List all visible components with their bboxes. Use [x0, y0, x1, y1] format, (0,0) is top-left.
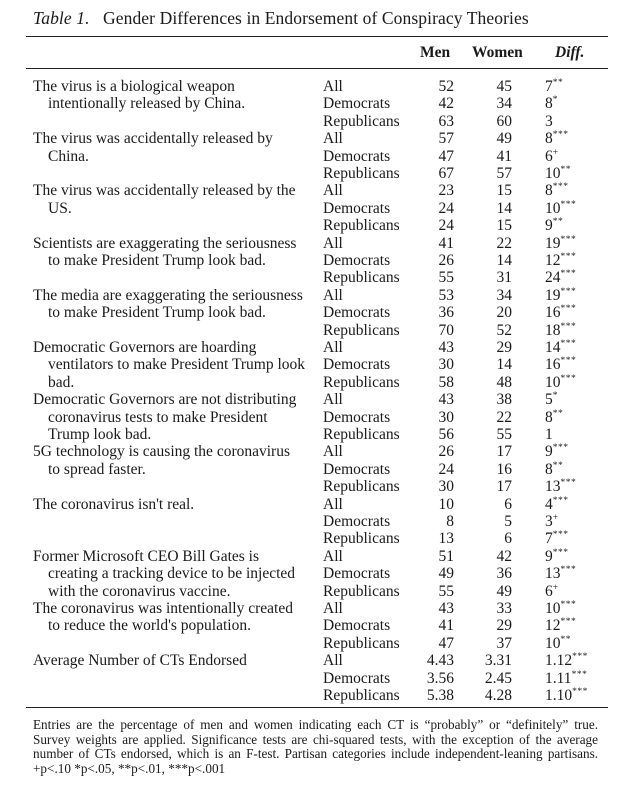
group-cell: Democrats [323, 669, 391, 687]
men-cell: 41 [438, 234, 454, 252]
group-cell: Republicans [323, 426, 400, 443]
col-header-men: Men [420, 44, 451, 61]
statement-line: coronavirus tests to make President [48, 408, 268, 426]
statement-line: 5G technology is causing the coronavirus [33, 443, 290, 461]
diff-cell [545, 165, 571, 182]
diff-cell [545, 130, 569, 147]
diff-value: 19 [545, 234, 561, 252]
significance-marker: *** [560, 199, 577, 210]
men-cell: 58 [438, 373, 454, 391]
women-cell: 6 [504, 530, 512, 548]
statement-line: ventilators to make President Trump look [48, 356, 306, 374]
significance-marker: *** [560, 269, 577, 280]
diff-value: 9 [545, 217, 553, 235]
group-cell: Democrats [323, 565, 391, 583]
table-row [0, 513, 619, 530]
men-cell: 30 [438, 356, 454, 374]
group-cell: All [323, 234, 343, 252]
diff-cell [545, 565, 576, 582]
diff-value: 6 [545, 582, 553, 600]
group-cell: Democrats [323, 356, 391, 374]
diff-value: 8 [545, 95, 553, 113]
men-cell: 56 [438, 426, 454, 443]
significance-marker: *** [560, 373, 577, 384]
diff-cell [545, 252, 576, 269]
group-cell: Republicans [323, 321, 400, 339]
group-cell: Democrats [323, 95, 391, 113]
men-cell: 30 [438, 408, 454, 426]
diff-cell [545, 287, 576, 304]
men-cell: 41 [438, 617, 454, 635]
significance-marker: * [552, 391, 558, 402]
significance-marker: + [552, 582, 559, 593]
table-row [0, 304, 619, 321]
statement-line: intentionally released by China. [48, 95, 246, 113]
men-cell: 10 [438, 495, 454, 513]
group-cell: All [323, 443, 343, 461]
group-cell: All [323, 652, 343, 670]
significance-marker: ** [552, 217, 564, 228]
diff-cell [545, 548, 569, 565]
women-cell: 16 [496, 460, 512, 478]
statement-line: to make President Trump look bad. [48, 252, 266, 269]
group-cell: Democrats [323, 617, 391, 635]
men-cell: 43 [438, 391, 454, 409]
diff-value: 12 [545, 252, 561, 269]
diff-value: 5 [545, 391, 553, 409]
table-row [0, 269, 619, 286]
men-cell: 52 [438, 78, 454, 95]
table-caption: Gender Differences in Endorsement of Conspiracy Theories [103, 8, 529, 28]
table-row [0, 670, 619, 687]
statement-line: to make President Trump look bad. [48, 304, 266, 322]
men-cell: 8 [446, 513, 454, 530]
table-row [0, 565, 619, 582]
women-cell: 49 [496, 130, 512, 148]
significance-marker: + [552, 512, 559, 523]
statement-line: Democratic Governors are hoarding [33, 339, 257, 356]
table-row [0, 113, 619, 130]
statement-line: to reduce the world's population. [48, 617, 251, 635]
men-cell: 43 [438, 339, 454, 356]
diff-cell [545, 304, 576, 321]
women-cell: 52 [496, 321, 512, 339]
diff-cell [545, 513, 559, 530]
diff-cell [545, 687, 588, 704]
table-row [0, 356, 619, 373]
women-cell: 41 [496, 147, 512, 165]
group-cell: All [323, 600, 343, 617]
diff-cell [545, 322, 576, 339]
table-row [0, 130, 619, 147]
women-cell: 49 [496, 582, 512, 600]
diff-value: 8 [545, 182, 553, 200]
diff-cell [545, 78, 563, 95]
men-cell: 24 [438, 199, 454, 217]
significance-marker: * [552, 95, 558, 106]
women-cell: 17 [496, 478, 512, 496]
table-row [0, 443, 619, 460]
statement-line: The coronavirus was intentionally created [33, 600, 293, 617]
group-cell: Democrats [323, 408, 391, 426]
significance-marker: ** [552, 408, 564, 419]
col-header-diff: Diff. [555, 44, 585, 61]
women-cell: 38 [496, 391, 512, 409]
significance-marker: *** [552, 182, 569, 193]
statement-line: The coronavirus isn't real. [33, 495, 195, 513]
table-row [0, 95, 619, 112]
table-row [0, 617, 619, 634]
diff-value: 8 [545, 460, 553, 478]
table-row [0, 339, 619, 356]
diff-cell [545, 391, 558, 408]
diff-value: 9 [545, 547, 553, 565]
diff-value: 4 [545, 495, 553, 513]
table-row [0, 322, 619, 339]
statement-line: Former Microsoft CEO Bill Gates is [33, 547, 260, 565]
men-cell: 5.38 [426, 687, 454, 704]
significance-marker: *** [560, 338, 577, 349]
diff-value: 1 [545, 426, 553, 443]
statement-line: The virus was accidentally released by [33, 130, 273, 148]
men-cell: 26 [438, 252, 454, 269]
significance-marker: *** [560, 286, 577, 297]
diff-value: 8 [545, 408, 553, 426]
men-cell: 57 [438, 130, 454, 148]
diff-cell [545, 600, 576, 617]
diff-value: 1.11 [545, 669, 572, 687]
significance-marker: *** [560, 565, 577, 576]
statement-line: China. [48, 147, 89, 165]
diff-cell [545, 95, 558, 112]
group-cell: All [323, 130, 343, 148]
diff-value: 16 [545, 356, 561, 374]
significance-marker: *** [552, 495, 569, 506]
significance-marker: + [552, 147, 559, 158]
diff-cell [545, 269, 576, 286]
diff-cell [545, 652, 588, 669]
table-label: Table 1. [33, 8, 90, 28]
statement-line: to spread faster. [48, 460, 146, 478]
men-cell: 63 [438, 112, 454, 130]
diff-value: 10 [545, 165, 561, 182]
group-cell: Democrats [323, 199, 391, 217]
diff-cell [545, 496, 569, 513]
significance-marker: *** [560, 478, 577, 489]
group-cell: Democrats [323, 147, 391, 165]
men-cell: 42 [438, 95, 454, 113]
men-cell: 70 [438, 321, 454, 339]
women-cell: 42 [496, 547, 512, 565]
group-cell: All [323, 339, 343, 356]
table-row [0, 635, 619, 652]
significance-marker: *** [552, 443, 569, 454]
men-cell: 49 [438, 565, 454, 583]
women-cell: 22 [496, 408, 512, 426]
table-row [0, 496, 619, 513]
men-cell: 47 [438, 147, 454, 165]
statement-line: US. [48, 199, 72, 217]
diff-cell [545, 530, 569, 547]
significance-marker: *** [552, 530, 569, 541]
table-row [0, 461, 619, 478]
table-title [33, 8, 529, 29]
table-note: Entries are the percentage of men and women indicating each CT is “probably” or “definitely” true. Survey weights are applied. Significance tests are chi-squared tests, with the exception of the average number of CTs endorsed, which is an F-test. Partisan categories include independent-leaning partisans. +p<.10 *p<.05, **p<.01, ***p<.001 [33, 717, 598, 776]
statement-line: with the coronavirus vaccine. [48, 582, 231, 600]
significance-marker: ** [552, 460, 564, 471]
group-cell: Republicans [323, 530, 400, 548]
women-cell: 33 [496, 600, 512, 617]
significance-marker: *** [560, 599, 577, 610]
women-cell: 29 [496, 339, 512, 356]
women-cell: 14 [496, 199, 512, 217]
significance-marker: *** [572, 686, 588, 697]
significance-marker: ** [552, 77, 564, 88]
significance-marker: *** [552, 130, 569, 141]
diff-cell [545, 409, 563, 426]
significance-marker: *** [560, 251, 577, 262]
diff-cell [545, 200, 576, 217]
diff-cell [545, 583, 559, 600]
diff-value: 3 [545, 112, 553, 130]
diff-cell [545, 635, 571, 652]
diff-cell [545, 478, 576, 495]
diff-cell [545, 461, 563, 478]
women-cell: 36 [496, 565, 512, 583]
group-cell: Republicans [323, 373, 400, 391]
diff-value: 24 [545, 269, 561, 287]
women-cell: 37 [496, 634, 512, 652]
men-cell: 47 [438, 634, 454, 652]
women-cell: 15 [496, 217, 512, 235]
diff-cell [545, 443, 569, 460]
header-rule [26, 68, 608, 69]
men-cell: 43 [438, 600, 454, 617]
diff-value: 10 [545, 600, 561, 617]
group-cell: All [323, 182, 343, 200]
table-row [0, 409, 619, 426]
diff-value: 13 [545, 565, 561, 583]
significance-marker: *** [572, 652, 588, 663]
diff-value: 7 [545, 78, 553, 95]
group-cell: Democrats [323, 513, 391, 530]
table-row [0, 217, 619, 234]
statement-line: The virus was accidentally released by the [33, 182, 296, 200]
statement-line: Trump look bad. [48, 426, 152, 443]
diff-value: 10 [545, 373, 561, 391]
statement-line: The virus is a biological weapon [33, 78, 235, 95]
table-row [0, 374, 619, 391]
men-cell: 55 [438, 269, 454, 287]
table-row [0, 548, 619, 565]
diff-value: 9 [545, 443, 553, 461]
significance-marker: *** [552, 547, 569, 558]
diff-value: 3 [545, 513, 553, 530]
diff-value: 7 [545, 530, 553, 548]
diff-cell [545, 617, 576, 634]
significance-marker: *** [571, 669, 588, 680]
top-rule [26, 36, 608, 37]
diff-value: 10 [545, 199, 561, 217]
men-cell: 51 [438, 547, 454, 565]
women-cell: 17 [496, 443, 512, 461]
statement-line: creating a tracking device to be injected [48, 565, 296, 583]
diff-cell [545, 182, 569, 199]
diff-value: 19 [545, 286, 561, 304]
group-cell: All [323, 286, 343, 304]
women-cell: 31 [496, 269, 512, 287]
statement-line: Scientists are exaggerating the seriousness [33, 234, 297, 252]
table-row [0, 165, 619, 182]
diff-value: 1.10 [545, 687, 573, 704]
men-cell: 3.56 [426, 669, 454, 687]
women-cell: 22 [496, 234, 512, 252]
table-row [0, 391, 619, 408]
table-row [0, 182, 619, 199]
diff-cell [545, 670, 587, 687]
group-cell: Democrats [323, 304, 391, 322]
women-cell: 48 [496, 373, 512, 391]
women-cell: 34 [496, 286, 512, 304]
group-cell: Republicans [323, 478, 400, 496]
table-row [0, 252, 619, 269]
women-cell: 57 [496, 165, 512, 182]
table-row [0, 78, 619, 95]
men-cell: 4.43 [426, 652, 454, 670]
diff-value: 6 [545, 147, 553, 165]
significance-marker: *** [560, 321, 577, 332]
diff-value: 12 [545, 617, 561, 635]
women-cell: 2.45 [484, 669, 512, 687]
table-row [0, 687, 619, 704]
group-cell: Republicans [323, 112, 400, 130]
diff-cell [545, 235, 576, 252]
group-cell: Republicans [323, 687, 400, 704]
statement-line: Average Number of CTs Endorsed [33, 652, 247, 670]
women-cell: 5 [504, 513, 512, 530]
men-cell: 24 [438, 217, 454, 235]
table-row [0, 600, 619, 617]
statement-line: Democratic Governors are not distributing [33, 391, 297, 409]
diff-value: 16 [545, 304, 561, 322]
group-cell: Democrats [323, 460, 391, 478]
men-cell: 53 [438, 286, 454, 304]
diff-value: 14 [545, 339, 561, 356]
group-cell: All [323, 78, 343, 95]
table-row [0, 287, 619, 304]
group-cell: All [323, 391, 343, 409]
group-cell: Republicans [323, 582, 400, 600]
diff-cell [545, 426, 553, 443]
table-row [0, 200, 619, 217]
women-cell: 60 [496, 112, 512, 130]
women-cell: 14 [496, 252, 512, 269]
women-cell: 3.31 [484, 652, 512, 670]
men-cell: 26 [438, 443, 454, 461]
significance-marker: ** [560, 634, 571, 645]
women-cell: 55 [496, 426, 512, 443]
significance-marker: *** [560, 617, 577, 628]
diff-value: 8 [545, 130, 553, 148]
men-cell: 55 [438, 582, 454, 600]
significance-marker: *** [560, 234, 577, 245]
men-cell: 30 [438, 478, 454, 496]
statement-line: The media are exaggerating the seriousness [33, 286, 303, 304]
women-cell: 6 [504, 495, 512, 513]
col-header-women: Women [472, 44, 523, 61]
women-cell: 45 [496, 78, 512, 95]
women-cell: 14 [496, 356, 512, 374]
women-cell: 34 [496, 95, 512, 113]
bottom-rule [26, 707, 608, 708]
group-cell: All [323, 547, 343, 565]
men-cell: 13 [438, 530, 454, 548]
men-cell: 67 [438, 165, 454, 182]
group-cell: Democrats [323, 252, 391, 269]
significance-marker: *** [560, 304, 577, 315]
diff-value: 13 [545, 478, 561, 496]
table-row [0, 652, 619, 669]
diff-cell [545, 339, 576, 356]
diff-value: 18 [545, 321, 561, 339]
group-cell: All [323, 495, 343, 513]
group-cell: Republicans [323, 165, 400, 182]
group-cell: Republicans [323, 634, 400, 652]
women-cell: 29 [496, 617, 512, 635]
diff-cell [545, 148, 559, 165]
diff-cell [545, 356, 576, 373]
table-row [0, 426, 619, 443]
men-cell: 23 [438, 182, 454, 200]
group-cell: Republicans [323, 269, 400, 287]
table-row [0, 583, 619, 600]
diff-cell [545, 113, 553, 130]
table-row [0, 478, 619, 495]
significance-marker: *** [560, 356, 577, 367]
table-row [0, 530, 619, 547]
statement-line: bad. [48, 373, 75, 391]
women-cell: 4.28 [484, 687, 512, 704]
group-cell: Republicans [323, 217, 400, 235]
diff-cell [545, 374, 576, 391]
men-cell: 24 [438, 460, 454, 478]
men-cell: 36 [438, 304, 454, 322]
women-cell: 20 [496, 304, 512, 322]
diff-value: 10 [545, 634, 561, 652]
table-row [0, 235, 619, 252]
diff-cell [545, 217, 563, 234]
women-cell: 15 [496, 182, 512, 200]
table-row [0, 148, 619, 165]
diff-value: 1.12 [545, 652, 573, 670]
significance-marker: ** [560, 164, 571, 175]
